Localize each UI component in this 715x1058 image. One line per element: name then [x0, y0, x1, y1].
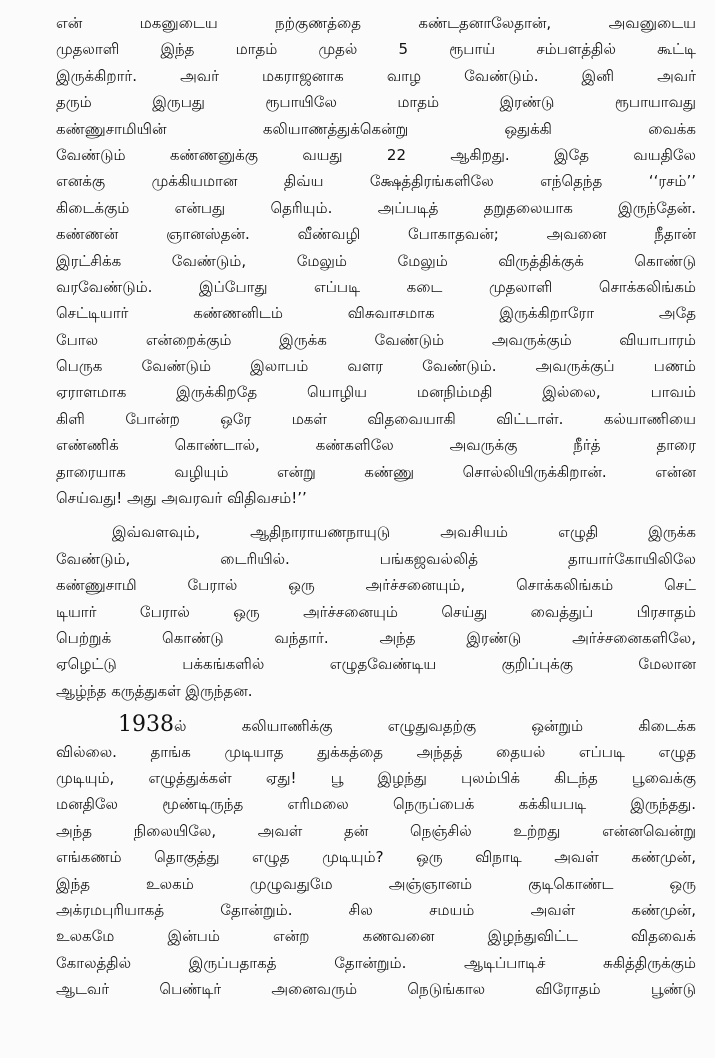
- text-line: எண்ணிக் கொண்டால், கண்களிலே அவருக்கு நீர்த் தாரை: [56, 436, 696, 455]
- text-line: [56, 712, 696, 738]
- text-line: எனக்கு முக்கியமான திவ்ய க்ஷேத்திரங்களிலே எந்தெந்த ‘‘ரசம்’’: [56, 172, 696, 191]
- text-line: இருக்கிறார். அவர் மகராஜனாக வாழ வேண்டும். இனி அவர்: [56, 66, 696, 85]
- text-line: வில்லை. தாங்க முடியாத துக்கத்தை அந்தத் தையல் எப்படி எழுத: [56, 742, 696, 761]
- text-line: மனதிலே மூண்டிருந்த எரிமலை நெருப்பைக் கக்கியபடி இருந்தது.: [56, 795, 696, 814]
- text-line: இவ்வளவும், ஆதிநாராயணநாயுடு அவசியம் எழுதி இருக்க: [112, 523, 696, 542]
- text-line: ஏராளமாக இருக்கிறதே யொழிய மனநிம்மதி இல்லை, பாவம்: [56, 383, 696, 402]
- year-number: 1938: [118, 712, 174, 738]
- paragraph-1: [56, 10, 696, 511]
- text-line: கிளி போன்ற ஒரே மகள் விதவையாகி விட்டாள். கல்யாணியை: [56, 409, 696, 428]
- text-line: கண்ணன் ஞானஸ்தன். வீண்வழி போகாதவன்; அவனை நீதான்: [56, 225, 696, 244]
- text-line: ஆழ்ந்த கருத்துகள் இருந்தன.: [56, 681, 253, 700]
- page-text: [56, 10, 696, 1002]
- text-line: அக்ரமபுரியாகத் தோன்றும். சில சமயம் அவள் கண்முன்,: [56, 900, 696, 919]
- text-line: இரட்சிக்க வேண்டும், மேலும் மேலும் விருத்திக்குக் கொண்டு: [56, 251, 696, 270]
- text-line: என் மகனுடைய நற்குணத்தை கண்டதனாலேதான், அவனுடைய: [56, 14, 696, 32]
- text-line: போல என்றைக்கும் இருக்க வேண்டும் அவருக்கும் வியாபாரம்: [56, 330, 696, 349]
- text-line: எங்கணம் தொகுத்து எழுத முடியும்? ஒரு விநாடி அவள் கண்முன்,: [56, 848, 696, 867]
- text-line: கண்ணுசாமியின் கலியாணத்துக்கென்று ஒதுக்கி வைக்க: [56, 119, 696, 138]
- text-line: பெருக வேண்டும் இலாபம் வளர வேண்டும். அவருக்குப் பணம்: [56, 357, 696, 376]
- text-line: பெற்றுக் கொண்டு வந்தார். அந்த இரண்டு அர்ச்சனைகளிலே,: [56, 628, 696, 647]
- text-line: முதலாளி இந்த மாதம் முதல் 5 ரூபாய் சம்பளத்தில் கூட்டி: [56, 40, 696, 59]
- text-line: கண்ணுசாமி பேரால் ஒரு அர்ச்சனையும், சொக்கலிங்கம் செட்: [56, 576, 696, 595]
- text-line: செய்வது! அது அவரவர் விதிவசம்!’’: [56, 489, 307, 508]
- text-line: தாரையாக வழியும் என்று கண்ணு சொல்லியிருக்கிறான். என்ன: [56, 462, 696, 481]
- paragraph-2: [56, 519, 696, 704]
- text-line: அந்த நிலையிலே, அவள் தன் நெஞ்சில் உற்றது என்னவென்று: [56, 821, 696, 840]
- text-line: வரவேண்டும். இப்போது எப்படி கடை முதலாளி சொக்கலிங்கம்: [56, 277, 696, 296]
- paragraph-3: [56, 712, 696, 1002]
- text-line: தரும் இருபது ரூபாயிலே மாதம் இரண்டு ரூபாயாவது: [56, 93, 696, 112]
- text-line: உலகமே இன்பம் என்ற கணவனை இழந்துவிட்ட விதவைக்: [56, 927, 696, 946]
- text-line: ஏழெட்டு பக்கங்களில் எழுதவேண்டிய குறிப்புக்கு மேலான: [56, 655, 696, 674]
- text-line: வேண்டும், டைரியில். பங்கஜவல்லித் தாயார்கோயிலிலே: [56, 549, 696, 568]
- text-line: முடியும், எழுத்துக்கள் ஏது! பூ இழந்து புலம்பிக் கிடந்த பூவைக்கு: [56, 768, 696, 787]
- text-line: ஆடவர் பெண்டிர் அனைவரும் நெடுங்கால விரோதம் பூண்டு: [56, 980, 696, 999]
- text-line: செட்டியார் கண்ணனிடம் விசுவாசமாக இருக்கிறாரோ அதே: [56, 304, 696, 323]
- text-line: இந்த உலகம் முழுவதுமே அஞ்ஞானம் குடிகொண்ட ஒரு: [56, 874, 696, 893]
- text-line: கிடைக்கும் என்பது தெரியும். அப்படித் தறுதலையாக இருந்தேன்.: [56, 198, 696, 217]
- text-span: ல் கலியாணிக்கு எழுதுவதற்கு ஒன்றும் கிடைக்க: [174, 717, 696, 736]
- text-line: வேண்டும் கண்ணனுக்கு வயது 22 ஆகிறது. இதே வயதிலே: [56, 145, 696, 164]
- text-line: டியார் பேரால் ஒரு அர்ச்சனையும் செய்து வைத்துப் பிரசாதம்: [56, 602, 696, 621]
- text-line: கோலத்தில் இருப்பதாகத் தோன்றும். ஆடிப்பாடிச் சுகித்திருக்கும்: [56, 953, 696, 972]
